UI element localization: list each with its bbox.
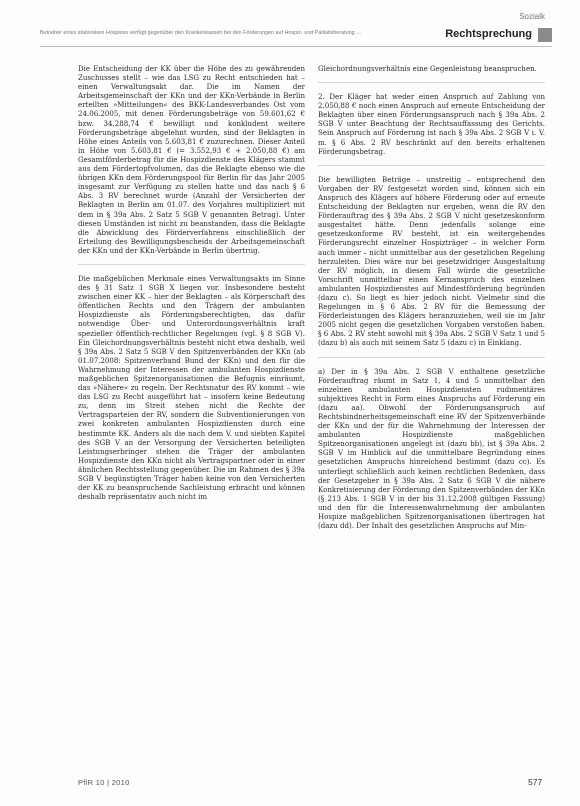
left-column bbox=[78, 64, 305, 762]
left-paragraph-2: Die maßgeblichen Merkmale eines Verwaltungsakts im Sinne des § 31 Satz 1 SGB X liegen vor. Insbesondere besteht zwischen einer KK – hier der Beklagten – als Körperschaft des öffentlichen Rechts und den Trägern der ambulanten Hospizdienste als Förderungsberechtigten, das dafür notwendige Über- und Unterordnungsverhältnis kraft spezieller öffentlich-rechtlicher Regelungen (vgl. § 8 SGB V). Ein Gleichordnungsverhältnis besteht nicht etwa deshalb, weil § 39a Abs. 2 Satz 5 SGB V den Spitzenverbänden der KKn (ab 01.07.2008: Spitzenverband Bund der KKn) und den für die Wahrnehmung der Interessen der ambulanten Hospizdienste maßgeblichen Spitzenorganisationen die Befugnis einräumt, das »Nähere« zu regeln. Der Rechtsnatur des RV kommt – wie das LSG zu Recht ausgeführt hat – insofern keine Bedeutung zu, denn im Streit stehen nicht die Rechte der Vertragsparteien der RV, sondern die Subventionierungen von zwei konkreten ambulanten Hospizdiensten durch eine bestimmte KK. Anders als die nach dem V. und siebten Kapitel des SGB V an der Versorgung der Versicherten beteiligten Leistungserbringer stehen die Träger der ambulanten Hospizdienste den KKn nicht als Vertragspartner oder in einer ähnlichen Rechtsstellung gegenüber. Die im Rahmen des § 39a SGB V begünstigten Träger haben keine von den Versicherten der KK zu beanspruchende Sachleistung erbracht und können deshalb repräsentativ auch nicht im bbox=[78, 273, 305, 502]
footer-journal: PflR 10 | 2010 bbox=[78, 778, 130, 787]
header-divider bbox=[40, 46, 552, 47]
right-paragraph-2: 2. Der Kläger hat weder einen Anspruch auf Zahlung von 2.050,88 € noch einen Anspruch auf erneute Entscheidung der Beklagten über einen Förderungsanspruch nach § 39a Abs. 2 SGB V unter Beachtung der Rechtsauffassung des Gerichts. Sein Anspruch auf Förderung ist nach § 39a Abs. 2 SGB V i. V. m. § 6 Abs. 2 RV beschränkt auf den bereits erhaltenen Förderungsbetrag. bbox=[318, 92, 545, 156]
right-paragraph-4: a) Der in § 39a Abs. 2 SGB V enthaltene gesetzliche Förderauftrag räumt in Satz 1, 4 und 5 unmittelbar den einzelnen ambulanten Hospizdiensten rudimentäres subjektives Recht in Form eines Anspruchs auf Förderung ein (dazu aa). Obwohl der Förderungsanspruch auf Rechtsbindnerheitsgemeinschaft eine RV der Spitzenverbände der KKn und der für die Wahrnehmung der Interessen der ambulanten Hospizdienste maßgeblichen Spitzenorganisationen angelegt ist (dazu bb), ist § 39a Abs. 2 SGB V im Hinblick auf die unmittelbare Begründung eines gesetzlichen Anspruchs hinreichend bestimmt (dazu cc). Es unterliegt schließlich auch keinen rechtlichen Bedenken, dass der Gesetzgeber in § 39a Abs. 2 Satz 6 SGB V die nähere Konkretisierung der Förderung den Spitzenverbänden der KKn (§ 213 Abs. 1 SGB V in der bis 31.12.2008 gültigen Fassung) und den für die Interessenwahrnehmung der ambulanten Hospize maßgeblichen Spitzenorganisationen übertragen hat (dazu dd). Der Inhalt des gesetzlichen Anspruchs auf Min- bbox=[318, 366, 545, 531]
left-paragraph-1: Die Entscheidung der KK über die Höhe des zu gewährenden Zuschusses stellt – wie das LSG zu Recht entschieden hat – einen Verwaltungsakt dar. Die im Namen der Arbeitsgemeinschaft der KKn und der KKn-Verbände in Berlin erteilten »Mitteilungen« des BKK-Landesverbandes Ost vom 24.06.2005, mit denen Förderungsbeträge von 59.601,62 € bzw. 34.288,74 € bewilligt und konkludent weitere Förderungsbeträge abgelehnt wurden, sind der Beklagten in Höhe eines Anteils von 5.603,81 € zuzurechnen. Dieser Anteil in Höhe von 5.603,81 € (= 3.552,93 € + 2.050,88 €) am Gesamtförderbetrag für die Hospizdienste des Klägers stammt aus dem Fördertopfvolumen, das die Beklagte ebenso wie die übrigen KKn dem Förderungspool für Berlin für das Jahr 2005 insgesamt zur Verfügung zu stellen hatte und das nach § 6 Abs. 3 RV berechnet wurde (Anzahl der Versicherten der Beklagten in Berlin am 01.07. des Vorjahres multipliziert mit dem in § 39a Abs. 2 Satz 5 SGB V genannten Betrag). Unter diesen Umständen ist nicht zu beanstanden, dass die Beklagte die Abwicklung des Förderverfahrens einschließlich der Erteilung des Bewilligungsbescheids der Arbeitsgemeinschaft der KKn und der KKn-Verbände in Berlin übertrug. bbox=[78, 64, 305, 255]
paragraph-divider bbox=[78, 264, 305, 265]
paragraph-divider bbox=[318, 82, 545, 83]
right-paragraph-3: Die bewilligten Beträge – unstreitig – entsprechend den Vorgaben der RV festgesetzt worden sind, können sich ein Anspruch des Klägers auf höhere Förderung oder auf erneute Entscheidung der Beklagten nur ergeben, wenn die RV den Förderauftrag des § 39a Abs. 2 SGB V nicht gesetzeskonform ausgestaltet hätte. Denn jedenfalls solange eine gesetzeskonforme RV besteht, ist ein weitergehendes Förderungsrecht einzelner Hospizträger – in welcher Form auch immer – nicht unmittelbar aus der gesetzlichen Regelung herzuleiten. Dies wäre nur bei gesetzwidriger Ausgestaltung der RV möglich, in diesem Fall würde die gesetzliche Vorschrift unmittelbar einen Kernanspruch des einzelnen ambulanten Hospizdienstes auf Mindestförderung begründen (dazu c). So liegt es hier jedoch nicht. Vielmehr sind die Regelungen in § 6 Abs. 2 RV für die Bemessung der Förderleistungen des Klägers heranzuziehen, weil sie im Jahr 2005 nicht gegen die gesetzlichen Vorgaben verstoßen haben. § 6 Abs. 2 RV steht sowohl mit § 39a Abs. 2 SGB V Satz 1 und 5 (dazu b) als auch mit seinem Satz 5 (dazu c) in Einklang. bbox=[318, 174, 545, 348]
right-paragraph-1: Gleichordnungsverhältnis eine Gegenleistung beanspruchen. bbox=[318, 64, 537, 73]
right-column bbox=[318, 64, 545, 762]
paragraph-divider bbox=[318, 357, 545, 358]
paragraph-divider bbox=[318, 165, 545, 166]
page-number: 577 bbox=[528, 777, 543, 787]
section-label: Sozialk bbox=[519, 12, 545, 21]
header-title: Rechtsprechung bbox=[445, 28, 532, 40]
header-subtitle: Betreiber eines stationären Hospizes verfügt gegenüber den Krankenkassen bei den Förderungen auf Hospiz- und Palliativberatung … bbox=[40, 30, 362, 36]
header-marker bbox=[538, 28, 552, 42]
running-header bbox=[40, 28, 552, 42]
